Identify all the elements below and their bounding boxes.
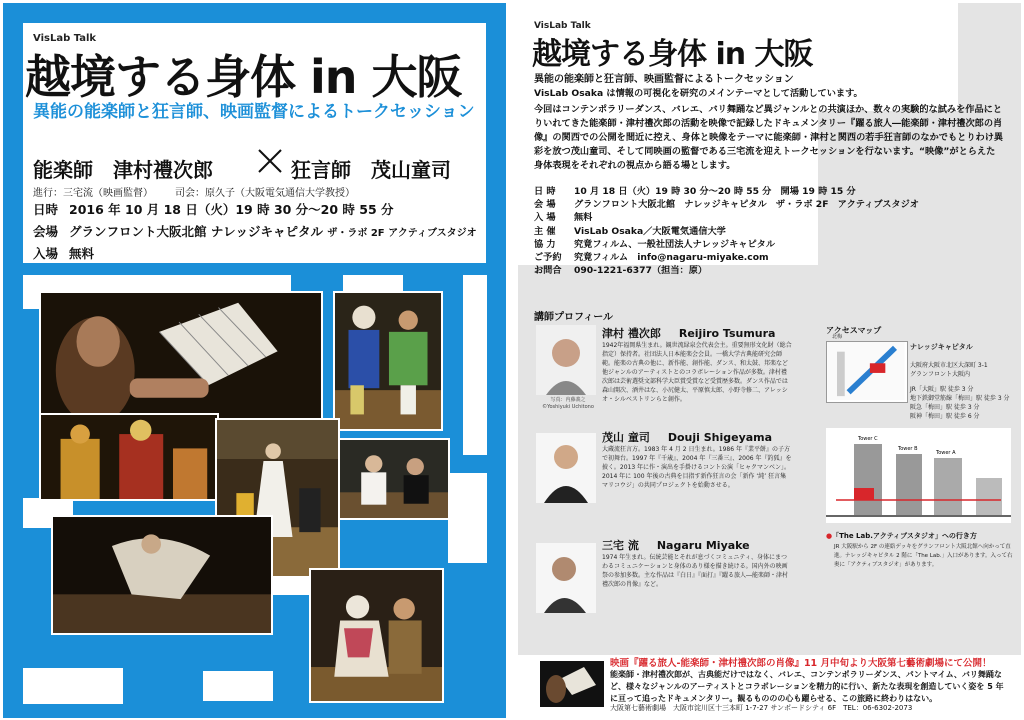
info-row: お問合 090-1221-6377（担当：原）	[534, 265, 708, 277]
photo-tsumura-fan	[39, 291, 323, 426]
venue-room: ザ・ラボ 2F アクティブスタジオ	[327, 228, 477, 239]
map-station: 北梅	[832, 334, 843, 340]
collage-block	[203, 671, 273, 701]
map-label: ナレッジキャピタル	[910, 343, 973, 351]
event-title: 越境する身体 in 大阪	[25, 50, 462, 104]
moderator: 進行：三宅流（映画監督）	[33, 188, 153, 199]
film-venue: 大阪第七藝術劇場 大阪市淀川区十三本町 1-7-27 サンポードシティ 6F TEL：06-6302-2073	[610, 704, 913, 712]
film-description: 能楽師・津村禮次郎が、古典能だけではなく、バレエ、コンテンポラリーダンス、パントマイム、バリ舞踊など、様々なジャンルのアーティストとコラボレーションを精力的に行い、新たな表現を創造していく姿を 5 年に亘って追ったドキュメンタリー。観るもののの心も躍らせる、この旅路に終わりはない。	[610, 670, 1004, 703]
speaker-noh: 能楽師 津村禮次郎	[33, 158, 213, 182]
series-label: VisLab Talk	[33, 33, 97, 44]
profile-name-tsumura: 津村 禮次郎 Reijiro Tsumura	[602, 327, 776, 340]
photo-rehearsal	[338, 438, 450, 520]
entry-value: 無料	[69, 246, 95, 261]
film-title: 映画『躍る旅人-能楽師・津村禮次郎の肖像』11 月中旬より大阪第七藝術劇場にて公開！	[610, 658, 992, 669]
profile-name-miyake: 三宅 流 Nagaru Miyake	[602, 539, 750, 552]
train-2: 地下鉄御堂筋線「梅田」駅 徒歩 3 分	[910, 395, 1010, 402]
route-heading: ●「The Lab.アクティブスタジオ」への行き方	[826, 532, 977, 540]
tower-c-label: Tower C	[858, 436, 878, 442]
speakers	[33, 150, 493, 184]
info-row: ご予約 究竟フィルム info@nagaru-miyake.com	[534, 252, 769, 264]
entry-label: 入場	[33, 246, 59, 261]
date-value: 2016 年 10 月 18 日（火）19 時 30 分～20 時 55 分	[69, 202, 394, 217]
portrait-miyake	[536, 543, 596, 613]
photo-contemporary-dance	[51, 515, 273, 635]
collage-block	[463, 275, 487, 455]
building-diagram	[826, 428, 1011, 523]
cross-icon	[257, 148, 283, 174]
route-text: JR 大阪駅から 2F の連絡デッキをグランフロント大阪北館へ向かって直進。ナレッジキャピタル 2 階に「The Lab.」入口があります。入って右奥に「アクティブスタジオ」があります。	[834, 544, 1013, 568]
photo-credit: 写真：内藤義之 ©Yoshiyuki Uchitono	[542, 397, 594, 410]
event-subtitle: 異能の能楽師と狂言師、映画監督によるトークセッション	[33, 102, 475, 122]
tower-b-label: Tower B	[898, 446, 918, 452]
series-label: VisLab Talk	[534, 21, 591, 31]
date-row	[33, 200, 394, 218]
address-1: 大阪府大阪市北区大深町 3-1	[910, 362, 988, 369]
event-title: 越境する身体 in 大阪	[532, 37, 813, 72]
film-thumbnail	[540, 661, 604, 707]
portrait-shigeyama	[536, 433, 596, 503]
info-row: 日 時 10 月 18 日（火）19 時 30 分～20 時 55 分 開場 19 時 15 分	[534, 186, 856, 197]
access-map	[826, 341, 908, 403]
intro-paragraph: 今回はコンテンポラリーダンス、バレエ、バリ舞踊など異ジャンルとの共演ほか、数々の実験的な試みを作品にとりいれてきた能楽師・津村禮次郎の活動を映像で記録したドキュメンタリー『躍る旅人―能楽師・津村禮次郎の肖像』の関西での公開を間近に控え、身体と映像をテーマに能楽師・津村と関西の若手狂言師のなかでもとりわけ異彩を放つ茂山童司、そして同映画の監督である三宅流を迎えトークセッションを行ないます。“映像”がとらえた身体表現をそれぞれの視点から語る場とします。	[534, 104, 1004, 171]
collage-block	[448, 473, 487, 563]
profile-name-shigeyama: 茂山 童司 Douji Shigeyama	[602, 431, 773, 444]
info-row: 入 場 無料	[534, 212, 593, 224]
train-3: 阪急「梅田」駅 徒歩 3 分	[910, 404, 980, 411]
photo-kyogen-duo	[333, 291, 443, 431]
access-heading: アクセスマップ	[826, 326, 882, 335]
profile-text-shigeyama: 大蔵流狂言方。1983 年 4 月 2 日生まれ。1986 年『業平餅』の子方で初舞台。1997 年『千歳』、2004 年『三番三』、2006 年『釣狐』を披く。2013 年に作・演出を手掛けるコント公演「ヒャクマンベン」。2014 年に 100 年後の古典を目指す新作狂言の会「新作 ‘純’ 狂言集マリコウジ」の共同プロジェクトを始動させる。	[602, 446, 792, 489]
profile-heading: 講師プロフィール	[534, 312, 613, 323]
address-2: グランフロント大阪内	[910, 371, 971, 378]
flyer-back	[518, 3, 1021, 718]
event-subtitle: 異能の能楽師と狂言師、映画監督によるトークセッション	[534, 74, 794, 85]
host: 司会：原久子（大阪電気通信大学教授）	[175, 188, 355, 199]
entry-row	[33, 244, 94, 262]
photo-kyogen-performance	[309, 568, 444, 703]
train-4: 阪神「梅田」駅 徒歩 6 分	[910, 413, 980, 420]
profile-text-miyake: 1974 年生まれ。伝統芸能とそれが息づくコミュニティ、身体にまつわるコミュニケーションと身体のあり様を描き続ける。国内外の映画祭の参加多数。主な作品は『白日』『面打』『躍る旅人―能楽師・津村禮次郎の肖像』など。	[602, 554, 789, 588]
photo-bali-dance	[39, 413, 219, 501]
portrait-tsumura	[536, 325, 596, 395]
collage-block	[23, 668, 123, 704]
profile-text-tsumura: 1942年福岡県生まれ。観世流緑泉会代表会主。重要無形文化財（総合指定）保持者。社団法人日本能楽会会員。一橋大学古典能研究会師範。能楽の古典の他に、新作能、創作能、ダンス、和太鼓、邦楽など他ジャンルのアーティストとのコラボレーション作品が多数。津村禮次郎は芸術選奨文部科学大臣賞受賞など受賞歴多数。ダンス作品では森山開次、酒井はな、小尻健太、平原慎太郎、小野寺修二、アレッシオ・シルベストリンらと創作。	[602, 342, 792, 403]
train-1: JR「大阪」駅 徒歩 3 分	[910, 386, 974, 393]
intro-line: VisLab Osaka は情報の可視化を研究のメインテーマとして活動しています。	[534, 88, 863, 99]
info-row: 協 力 究竟フィルム、一般社団法人ナレッジキャピタル	[534, 238, 776, 250]
speaker-kyogen: 狂言師 茂山童司	[291, 158, 451, 182]
date-label: 日時	[33, 202, 59, 217]
venue-row	[33, 222, 477, 240]
venue-label: 会場	[33, 224, 59, 239]
event-info	[534, 185, 919, 277]
flyer-front	[3, 3, 506, 718]
info-row: 主 催 VisLab Osaka／大阪電気通信大学	[534, 225, 726, 237]
credits	[33, 184, 355, 199]
tower-a-label: Tower A	[936, 450, 956, 456]
venue-value: グランフロント大阪北館 ナレッジキャピタル	[69, 224, 323, 239]
info-row: 会 場 グランフロント大阪北館 ナレッジキャピタル ザ・ラボ 2F アクティブスタジオ	[534, 199, 919, 211]
